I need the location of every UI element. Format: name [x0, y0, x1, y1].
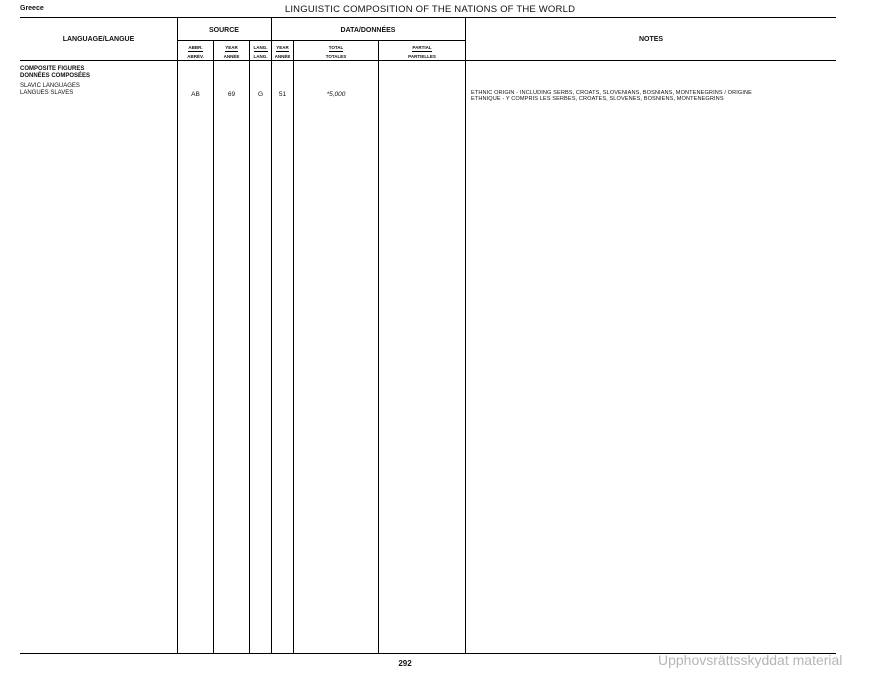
table-row-language — [20, 83, 80, 96]
page-title: LINGUISTIC COMPOSITION OF THE NATIONS OF THE WORLD — [284, 4, 576, 15]
cell-year: 69 — [227, 91, 236, 98]
table-top-rule — [20, 17, 836, 18]
section-heading-fr: DONNÉES COMPOSÉES — [20, 72, 91, 79]
cell-lang: G — [257, 91, 264, 98]
subheader-datayear-en — [272, 45, 293, 52]
subheader-rule — [177, 40, 466, 41]
header-notes: NOTES — [638, 36, 664, 43]
header-source: SOURCE — [209, 27, 239, 34]
header-bottom-rule — [20, 60, 836, 61]
divider-data — [465, 17, 466, 654]
header-language: LANGUAGE/LANGUE — [62, 36, 135, 43]
lang-en-label: LANG. — [253, 45, 268, 50]
divider-total — [378, 40, 379, 654]
divider-abbr — [213, 40, 214, 654]
subheader-total-fr: TOTALES — [325, 54, 347, 59]
partial-en-label: PARTIAL — [412, 45, 432, 50]
subheader-year-en — [214, 45, 249, 52]
section-heading-en: COMPOSITE FIGURES — [20, 66, 85, 72]
notes-line-2: ETHNIQUE - Y COMPRIS LES SERBES, CROATES, SLOVENES, BOSNIENS, MONTENEGRINS — [471, 96, 724, 102]
divider-language — [177, 17, 178, 654]
subheader-abbr-en — [178, 45, 213, 52]
subheader-year-fr: ANNÉE — [223, 54, 240, 59]
subheader-lang-en — [250, 45, 271, 52]
subheader-total-en — [294, 45, 378, 52]
watermark: Upphovsrättsskyddat material — [658, 652, 843, 668]
total-en-label: TOTAL — [328, 45, 344, 50]
subheader-partial-en — [379, 45, 465, 52]
language-name-en: SLAVIC LANGUAGES — [20, 83, 80, 89]
divider-source — [271, 17, 272, 654]
language-name-fr: LANGUES SLAVES — [20, 89, 74, 96]
cell-data-year: 51 — [278, 91, 287, 98]
divider-year — [249, 40, 250, 654]
cell-abbr: AB — [191, 91, 200, 98]
year-en-label: YEAR — [225, 45, 238, 50]
page-number: 292 — [398, 659, 412, 668]
header-data: DATA/DONNÉES — [340, 27, 396, 34]
subheader-lang-fr: LANG. — [253, 54, 268, 59]
abbr-en-label: ABBR. — [188, 45, 203, 50]
subheader-abbr-fr: ABRÉV. — [187, 54, 204, 59]
cell-total: *5,000 — [326, 91, 346, 98]
country-name: Greece — [20, 5, 44, 12]
notes-line-1: ETHNIC ORIGIN - INCLUDING SERBS, CROATS, SLOVENIANS, BOSNIANS, MONTENEGRINS / ORIGINE — [471, 90, 752, 96]
divider-datayear — [293, 40, 294, 654]
section-heading — [20, 66, 90, 79]
subheader-datayear-fr: ANNÉE — [274, 54, 291, 59]
subheader-partial-fr: PARTIELLES — [408, 54, 436, 59]
datayear-en-label: YEAR — [276, 45, 289, 50]
cell-notes — [471, 90, 836, 102]
